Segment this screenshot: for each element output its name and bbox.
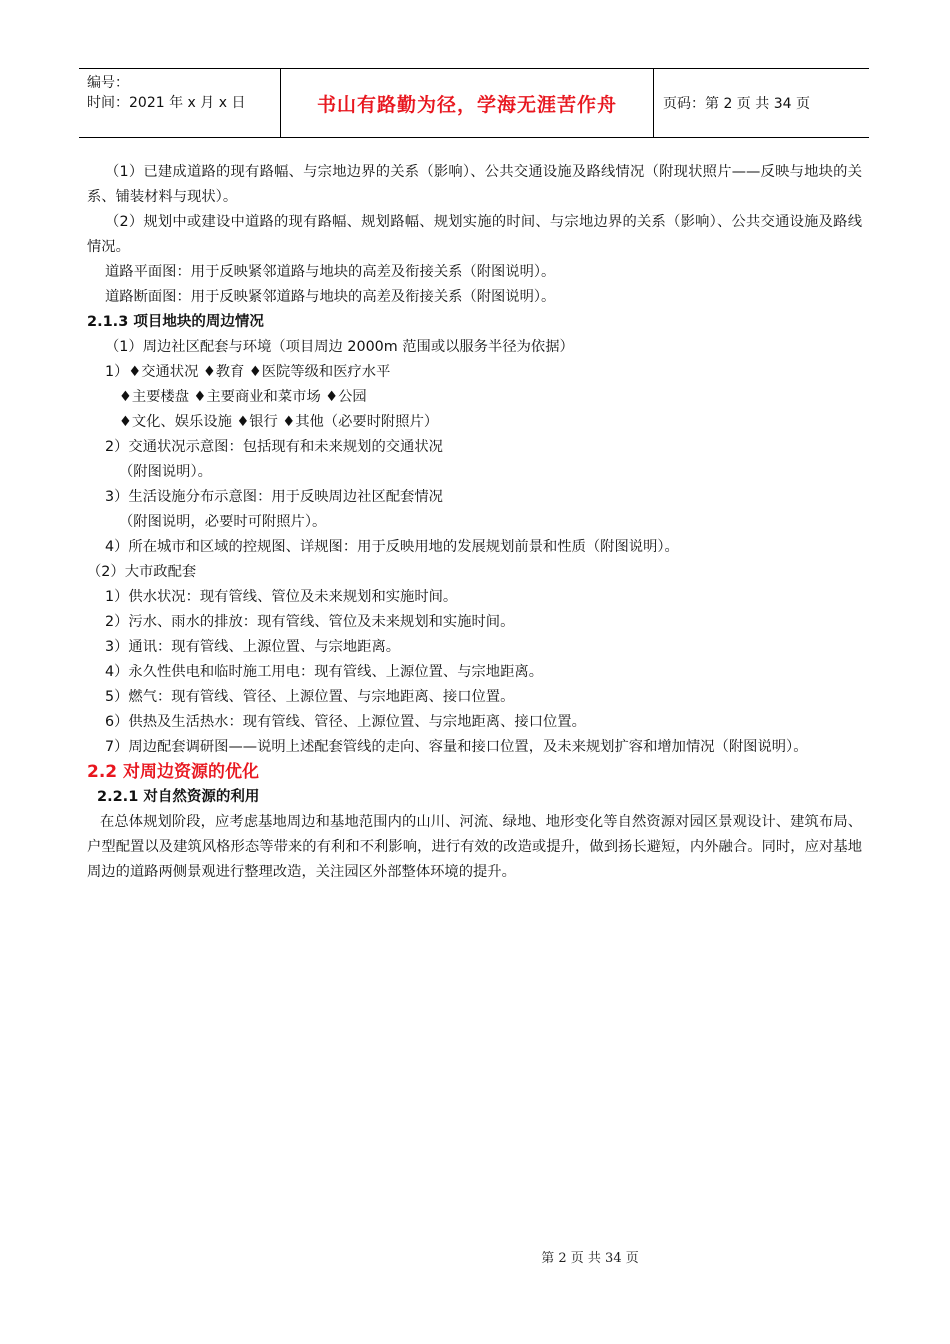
text-line: （附图说明）。: [119, 464, 212, 480]
footer-page-number: 第 2 页 共 34 页: [541, 1251, 639, 1266]
text-line: 1）供水状况：现有管线、管位及未来规划和实施时间。: [105, 589, 458, 605]
page-header: [79, 68, 869, 138]
text-line: 5）燃气：现有管线、管径、上源位置、与宗地距离、接口位置。: [105, 689, 515, 705]
paragraph: （2）规划中或建设中道路的现有路幅、规划路幅、规划实施的时间、与宗地边界的关系（影响）、公共交通设施及路线情况。: [87, 214, 862, 255]
header-motto: 书山有路勤为径，学海无涯苦作舟: [316, 93, 617, 116]
text-line: （1）周边社区配套与环境（项目周边 2000m 范围或以服务半径为依据）: [105, 339, 574, 355]
text-line: 道路平面图：用于反映紧邻道路与地块的高差及衔接关系（附图说明）。: [105, 264, 556, 280]
text-line: 4）所在城市和区域的控规图、详规图：用于反映用地的发展规划前景和性质（附图说明）。: [105, 539, 679, 555]
text-line: ♦主要楼盘 ♦主要商业和菜市场 ♦公园: [119, 389, 367, 405]
section-heading: 2.2 对周边资源的优化: [87, 762, 260, 782]
paragraph: 7）周边配套调研图——说明上述配套管线的走向、容量和接口位置，及未来规划扩容和增加情况（附图说明）。: [105, 739, 808, 755]
text-line: ♦文化、娱乐设施 ♦银行 ♦其他（必要时附照片）: [119, 414, 439, 430]
text-line: （附图说明，必要时可附照片）。: [119, 514, 327, 530]
text-line: 2）交通状况示意图：包括现有和未来规划的交通状况: [105, 439, 443, 455]
text-line: 3）通讯：现有管线、上源位置、与宗地距离。: [105, 639, 401, 655]
paragraph: （1）已建成道路的现有路幅、与宗地边界的关系（影响）、公共交通设施及路线情况（附现状照片——反映与地块的关系、铺装材料与现状）。: [87, 164, 862, 205]
text-line: 4）永久性供电和临时施工用电：现有管线、上源位置、与宗地距离。: [105, 664, 543, 680]
subsection-heading: 2.2.1 对自然资源的利用: [97, 789, 260, 805]
page-footer: [0, 1247, 950, 1266]
text-line: 3）生活设施分布示意图：用于反映周边社区配套情况: [105, 489, 443, 505]
header-divider: [653, 69, 654, 137]
text-line: 1）♦交通状况 ♦教育 ♦医院等级和医疗水平: [105, 364, 391, 380]
text-line: 道路断面图：用于反映紧邻道路与地块的高差及衔接关系（附图说明）。: [105, 289, 556, 305]
document-number-label: 编号：: [87, 75, 129, 91]
document-body: [87, 160, 862, 885]
section-heading: 2.1.3 项目地块的周边情况: [87, 314, 264, 330]
header-meta: [87, 73, 245, 113]
text-line: （2）大市政配套: [87, 564, 197, 580]
paragraph: 在总体规划阶段，应考虑基地周边和基地范围内的山川、河流、绿地、地形变化等自然资源对园区景观设计、建筑布局、户型配置以及建筑风格形态等带来的有利和不利影响，进行有效的改造或提升，做到扬长避短，内外融合。同时，应对基地周边的道路两侧景观进行整理改造，关注园区外部整体环境的提升。: [87, 814, 862, 880]
text-line: 2）污水、雨水的排放：现有管线、管位及未来规划和实施时间。: [105, 614, 515, 630]
document-date: 时间：2021 年 x 月 x 日: [87, 95, 246, 111]
header-page-number: 页码：第 2 页 共 34 页: [663, 96, 810, 112]
text-line: 6）供热及生活热水：现有管线、管径、上源位置、与宗地距离、接口位置。: [105, 714, 586, 730]
